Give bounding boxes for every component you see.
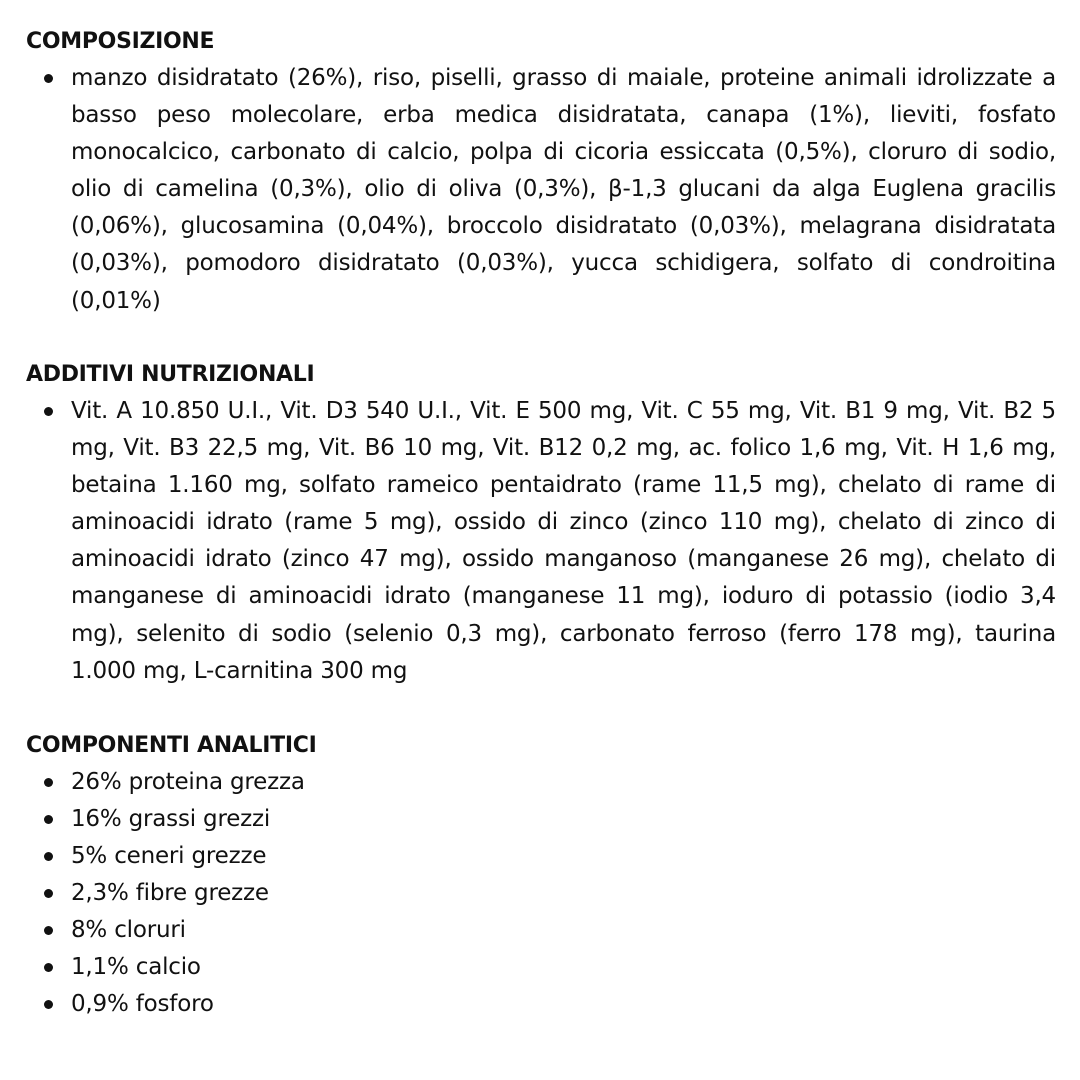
ingredients-document [26, 0, 1056, 1080]
additivi-list [26, 393, 1056, 690]
section-componenti-analitici [26, 730, 1056, 1023]
list-item: 26% proteina grezza [26, 764, 1056, 801]
additivi-text: Vit. A 10.850 U.I., Vit. D3 540 U.I., Vit. E 500 mg, Vit. C 55 mg, Vit. B1 9 mg, Vit. B2 5 mg, Vit. B3 22,5 mg, Vit. B6 10 mg, Vit. B12 0,2 mg, ac. folico 1,6 mg, Vit. H 1,6 mg, betaina 1.160 mg, solfato rameico pentaidrato (rame 11,5 mg), chelato di rame di aminoacidi idrato (rame 5 mg), ossido di zinco (zinco 110 mg), chelato di zinco di aminoacidi idrato (zinco 47 mg), ossido manganoso (manganese 26 mg), chelato di manganese di aminoacidi idrato (manganese 11 mg), ioduro di potassio (iodio 3,4 mg), selenito di sodio (selenio 0,3 mg), carbonato ferroso (ferro 178 mg), taurina 1.000 mg, L-carnitina 300 mg [26, 393, 1056, 690]
section-composizione [26, 26, 1056, 320]
list-item: 8% cloruri [26, 912, 1056, 949]
list-item: 16% grassi grezzi [26, 801, 1056, 838]
heading-additivi-nutrizionali: ADDITIVI NUTRIZIONALI [26, 362, 315, 387]
list-item: 1,1% calcio [26, 949, 1056, 986]
composizione-text: manzo disidratato (26%), riso, piselli, grasso di maiale, proteine animali idrolizzate a basso peso molecolare, erba medica disidratata, canapa (1%), lieviti, fosfato monocalcico, carbonato di calcio, polpa di cicoria essiccata (0,5%), cloruro di sodio, olio di camelina (0,3%), olio di oliva (0,3%), β-1,3 glucani da alga Euglena gracilis (0,06%), glucosamina (0,04%), broccolo disidratato (0,03%), melagrana disidratata (0,03%), pomodoro disidratato (0,03%), yucca schidigera, solfato di condroitina (0,01%) [26, 60, 1056, 320]
composizione-list [26, 60, 1056, 320]
list-item: 5% ceneri grezze [26, 838, 1056, 875]
section-additivi-nutrizionali [26, 359, 1056, 690]
analitici-list [26, 764, 1056, 1023]
heading-componenti-analitici: COMPONENTI ANALITICI [26, 733, 317, 758]
list-item: 0,9% fosforo [26, 986, 1056, 1023]
heading-composizione: COMPOSIZIONE [26, 29, 215, 54]
list-item: 2,3% fibre grezze [26, 875, 1056, 912]
